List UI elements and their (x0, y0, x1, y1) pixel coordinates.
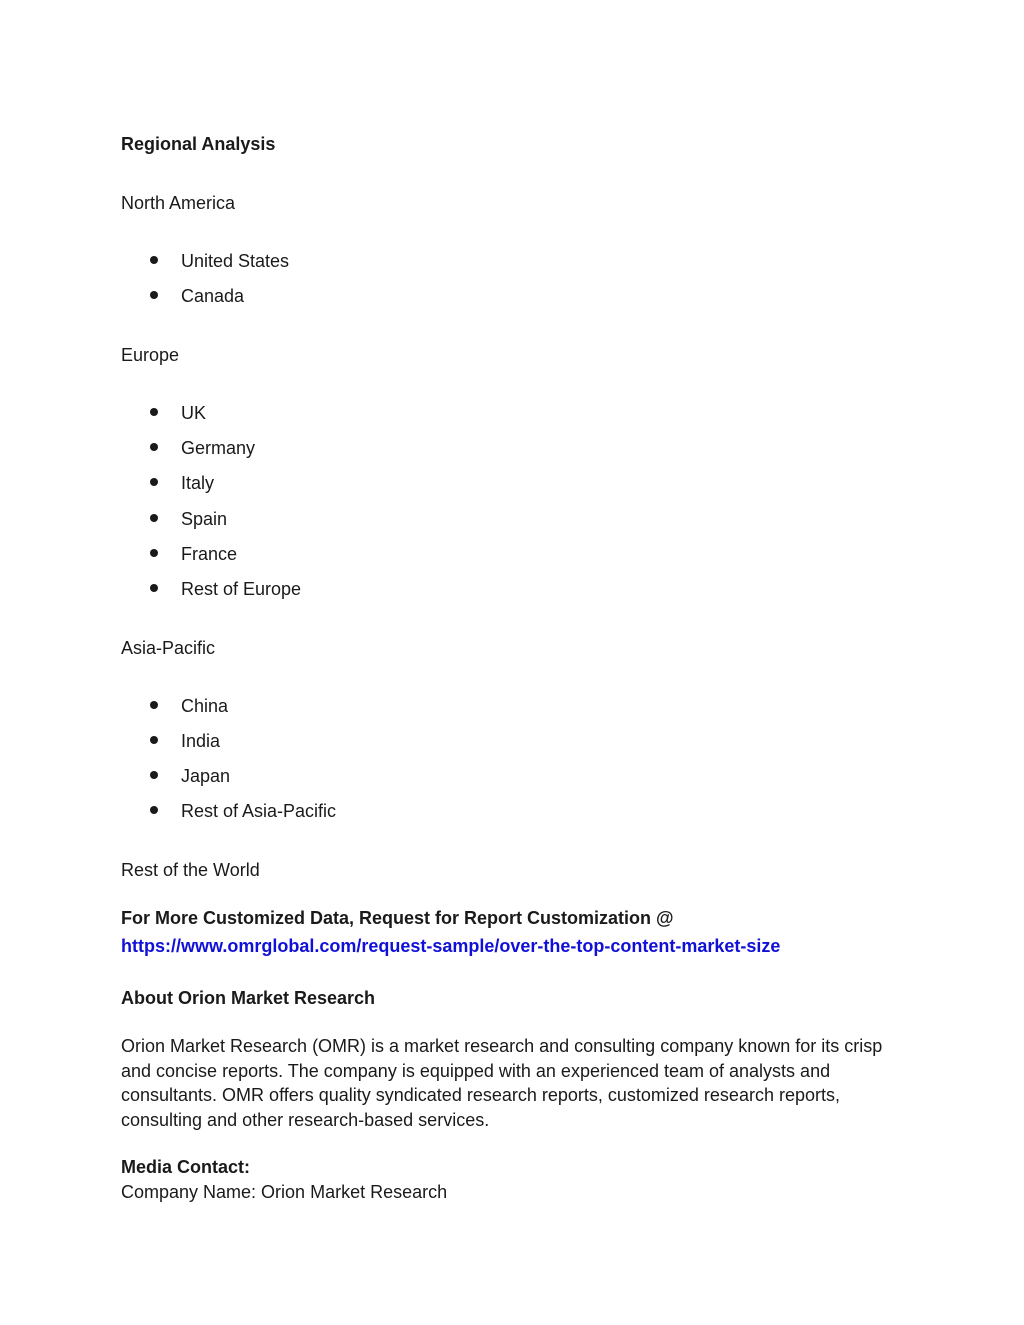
bullet-icon (150, 549, 158, 557)
bullet-icon (150, 806, 158, 814)
country-label: United States (181, 251, 290, 271)
region-rest-of-world: Rest of the World (121, 860, 260, 880)
regional-analysis-heading: Regional Analysis (121, 134, 276, 154)
region-north-america: North America (121, 193, 236, 213)
customization-link[interactable]: https://www.omrglobal.com/request-sample/over-the-top-content-market-size (121, 936, 781, 956)
bullet-icon (150, 584, 158, 592)
country-label: Rest of Europe (181, 579, 302, 599)
customization-text: For More Customized Data, Request for Report Customization @ (121, 908, 674, 928)
country-label: Italy (181, 473, 215, 493)
region-asia-pacific: Asia-Pacific (121, 638, 216, 658)
bullet-icon (150, 408, 158, 416)
region-europe: Europe (121, 345, 180, 365)
bullet-icon (150, 478, 158, 486)
country-label: France (181, 544, 238, 564)
country-label: Canada (181, 286, 245, 306)
bullet-icon (150, 736, 158, 744)
bullet-icon (150, 443, 158, 451)
country-label: Spain (181, 509, 228, 529)
about-heading: About Orion Market Research (121, 988, 376, 1008)
company-name-line: Company Name: Orion Market Research (121, 1182, 448, 1202)
bullet-icon (150, 256, 158, 264)
country-label: UK (181, 403, 207, 423)
bullet-icon (150, 291, 158, 299)
bullet-icon (150, 771, 158, 779)
about-paragraph: Orion Market Research (OMR) is a market research and consulting company known for its crisp and concise reports. The company is equipped with an experienced team of analysts and consultants. OMR offers quality syndicated research reports, customized research reports, consulting and other research-based services. (121, 1036, 883, 1130)
country-label: Rest of Asia-Pacific (181, 801, 337, 821)
country-label: India (181, 731, 221, 751)
customization-link-line (121, 934, 780, 958)
country-label: Germany (181, 438, 256, 458)
country-label: Japan (181, 766, 231, 786)
bullet-icon (150, 514, 158, 522)
bullet-icon (150, 701, 158, 709)
country-label: China (181, 696, 229, 716)
media-contact-heading: Media Contact: (121, 1157, 251, 1177)
